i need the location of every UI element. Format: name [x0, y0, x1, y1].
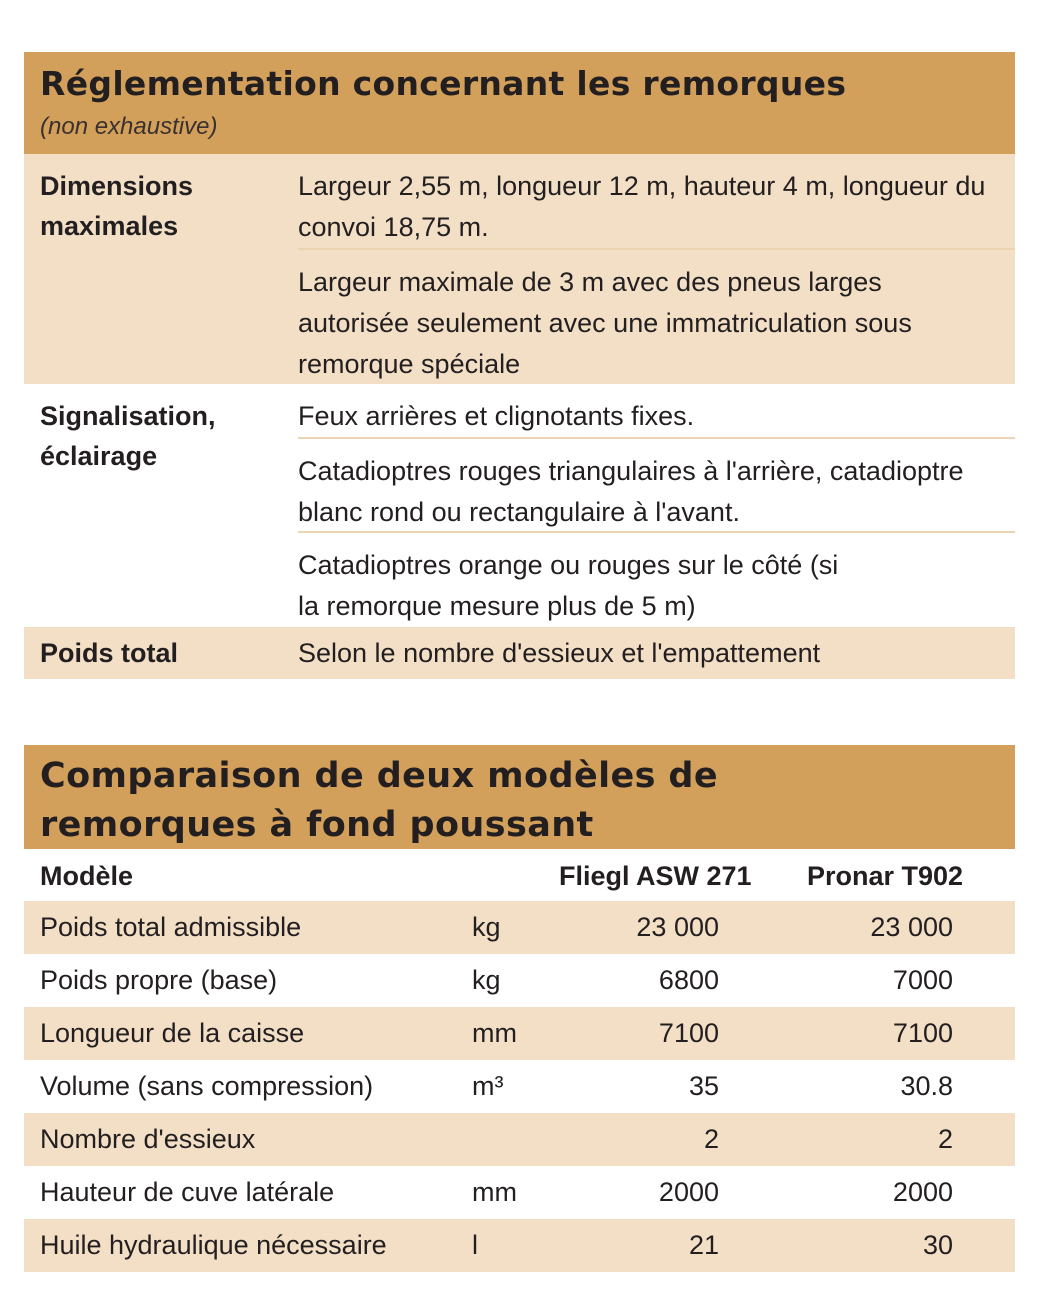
row-name: Hauteur de cuve latérale	[40, 1177, 335, 1207]
section-label: Signalisation, éclairage	[40, 401, 216, 471]
section-item: Largeur maximale de 3 m avec des pneus larges autorisée seulement avec une immatriculation sous remorque spéciale	[298, 248, 1015, 384]
comparison-header	[24, 745, 1015, 849]
row-value-pronar: 7000	[892, 965, 953, 995]
comparison-table	[24, 745, 1015, 1272]
row-value-pronar: 7100	[892, 1018, 953, 1048]
table-row	[24, 1060, 1015, 1113]
regulation-header	[24, 52, 1015, 154]
section-poids-total	[24, 627, 1015, 679]
row-value-pronar: 30	[922, 1230, 953, 1260]
row-value-pronar: 2000	[892, 1177, 953, 1207]
regulation-title: Réglementation concernant les remorques	[40, 64, 847, 103]
column-header-model: Modèle	[40, 861, 134, 891]
row-value-fliegl: 6800	[658, 965, 719, 995]
regulation-subtitle: (non exhaustive)	[40, 113, 218, 140]
row-value-pronar: 23 000	[870, 912, 953, 942]
row-value-fliegl: 7100	[658, 1018, 719, 1048]
section-dimensions	[24, 154, 1015, 384]
comparison-title: Comparaison de deux modèles de remorques à fond poussant	[40, 756, 719, 845]
table-row	[24, 1007, 1015, 1060]
row-value-fliegl: 21	[688, 1230, 719, 1260]
row-value-fliegl: 2000	[658, 1177, 719, 1207]
regulation-table	[24, 52, 1015, 679]
row-name: Poids propre (base)	[40, 965, 278, 995]
section-item: Feux arrières et clignotants fixes.	[298, 401, 695, 431]
section-signalisation	[24, 384, 1015, 627]
row-unit: mm	[472, 1177, 517, 1207]
row-name: Poids total admissible	[40, 912, 302, 942]
row-unit: m³	[472, 1071, 504, 1101]
table-row	[24, 1219, 1015, 1272]
table-row	[24, 954, 1015, 1007]
row-value-pronar: 30.8	[900, 1071, 953, 1101]
comparison-column-headers	[24, 849, 1015, 901]
table-row	[24, 1166, 1015, 1219]
row-value-fliegl: 23 000	[636, 912, 719, 942]
row-unit: mm	[472, 1018, 517, 1048]
column-header-fliegl: Fliegl ASW 271	[559, 861, 752, 891]
row-value-pronar: 2	[937, 1124, 953, 1154]
row-unit: kg	[472, 965, 501, 995]
row-name: Longueur de la caisse	[40, 1018, 305, 1048]
row-name: Volume (sans compression)	[40, 1071, 374, 1101]
row-unit: l	[472, 1230, 478, 1260]
section-item: Selon le nombre d'essieux et l'empattement	[298, 638, 821, 668]
section-item: Catadioptres rouges triangulaires à l'arrière, catadioptre blanc rond ou rectangulaire à l'avant.	[298, 437, 1015, 531]
row-name: Nombre d'essieux	[40, 1124, 256, 1154]
row-value-fliegl: 2	[703, 1124, 719, 1154]
row-value-fliegl: 35	[688, 1071, 719, 1101]
row-name: Huile hydraulique nécessaire	[40, 1230, 387, 1260]
section-label: Poids total	[40, 638, 179, 668]
row-unit: kg	[472, 912, 501, 942]
table-row	[24, 1113, 1015, 1166]
section-item: Catadioptres orange ou rouges sur le côté (si la remorque mesure plus de 5 m)	[298, 531, 1015, 627]
column-header-pronar: Pronar T902	[807, 861, 964, 891]
section-item: Largeur 2,55 m, longueur 12 m, hauteur 4 m, longueur du convoi 18,75 m.	[298, 171, 986, 242]
table-row	[24, 901, 1015, 954]
section-label: Dimensions maximales	[40, 171, 194, 241]
